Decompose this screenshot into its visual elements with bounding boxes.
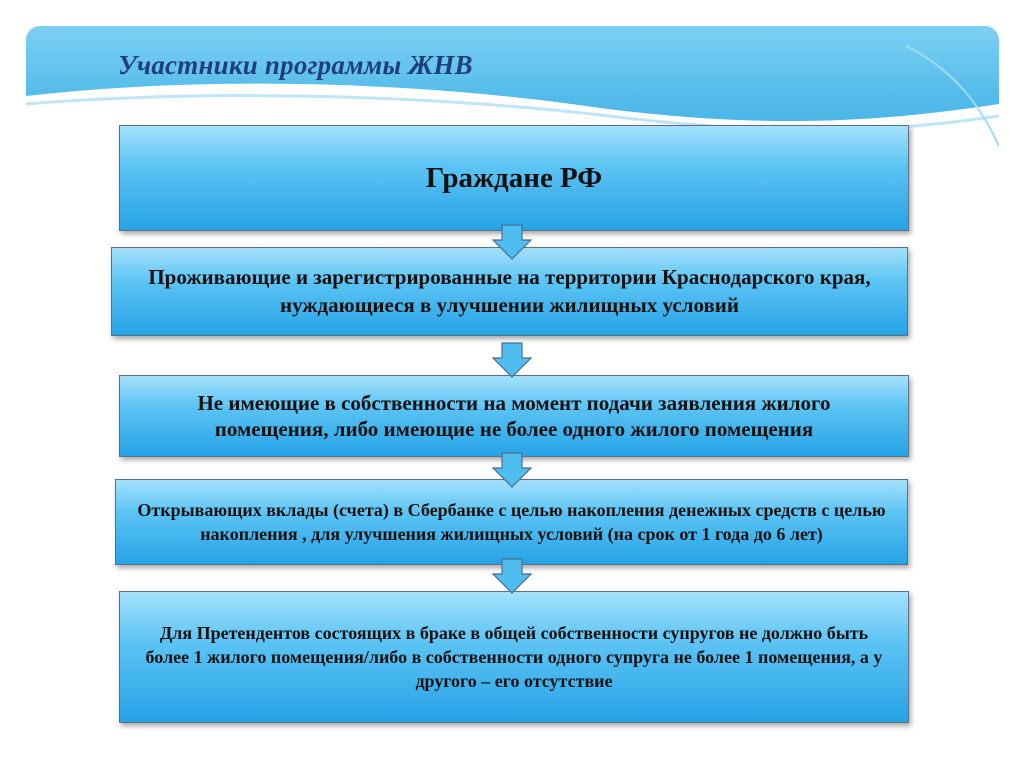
flow-box-married [119,591,909,723]
flow-box-residents [111,247,908,336]
flow-box-citizens [119,125,909,231]
slide-title: Участники программы ЖНВ [118,50,473,80]
arrow-down-icon [492,558,532,594]
arrow-down-icon [492,452,532,488]
flow-box-deposits [115,479,908,565]
flow-box-text: Не имеющие в собственности на момент подачи заявления жилого помещения, либо имеющие не более одного жилого помещения [197,390,831,441]
flow-box-text: Граждане РФ [425,161,603,194]
flow-box-text: Для Претендентов состоящих в браке в общей собственности супругов не должно быть более 1 жилого помещения/либо в собственности одного супруга не более 1 помещения, а у другого – его отсутствие [145,622,883,692]
flow-box-text: Проживающие и зарегистрированные на территории Краснодарского края, нуждающиеся в улучшении жилищных условий [148,265,871,317]
flow-box-no-property [119,375,909,457]
arrow-down-icon [492,342,532,378]
arrow-down-icon [492,224,532,260]
flow-box-text: Открывающих вклады (счета) в Сбербанке с целью накопления денежных средств с целью накопления , для улучшения жилищных условий (на срок от 1 года до 6 лет) [137,499,886,544]
